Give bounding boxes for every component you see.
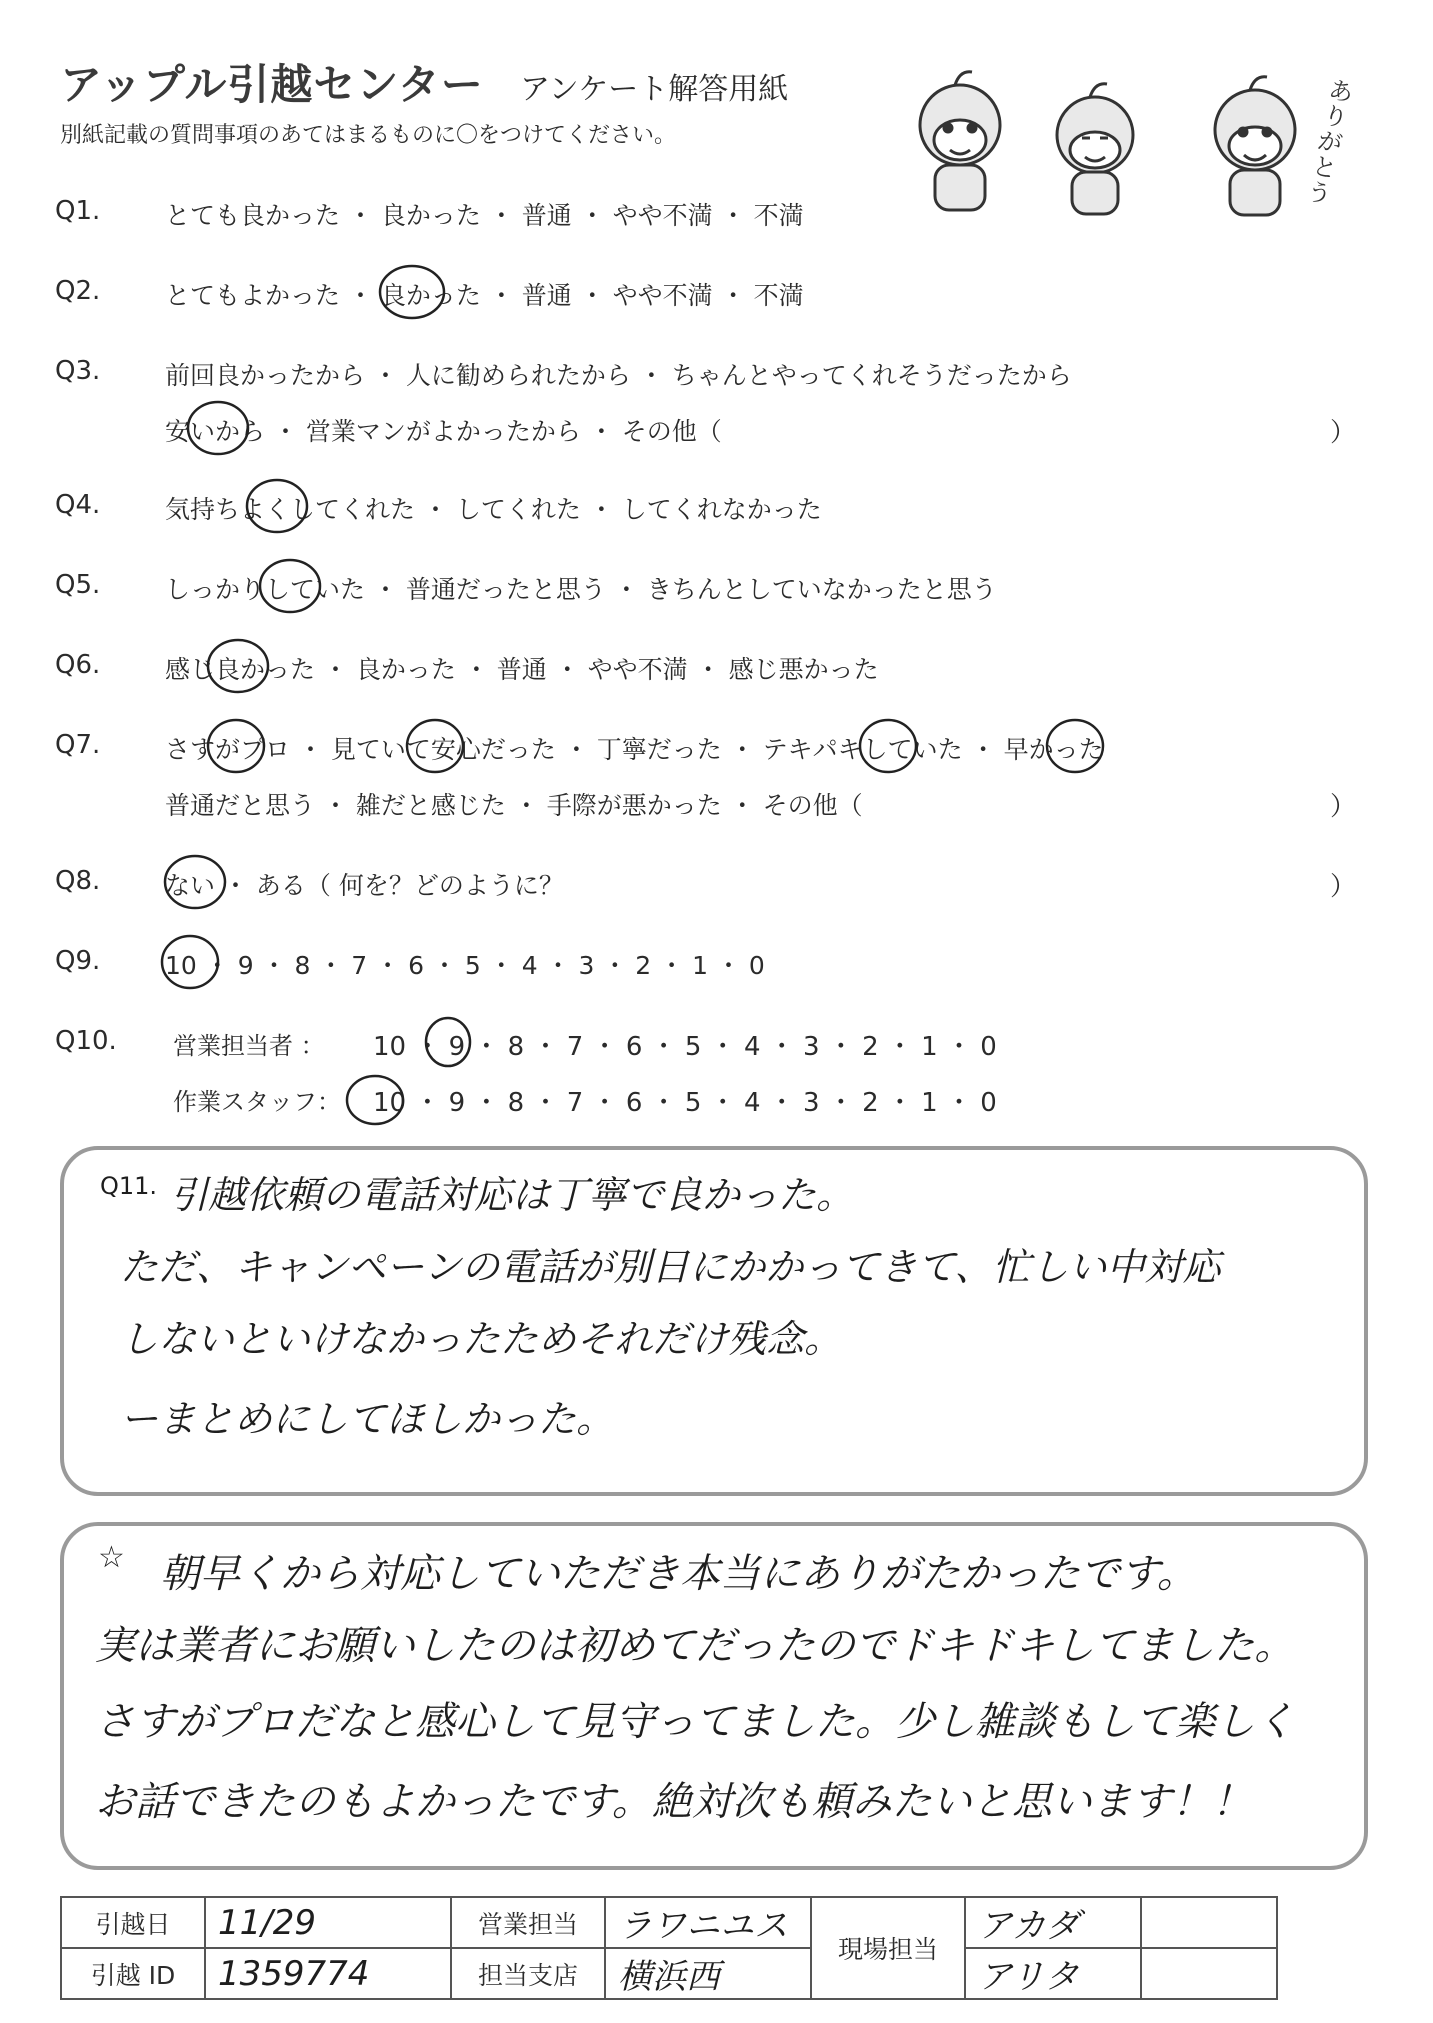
comment-line-4: お話できたのもよかったです。絶対次も頼みたいと思います！！: [95, 1779, 1252, 1825]
move-id-label: 引越 ID: [61, 1948, 205, 1999]
question-q1: [55, 196, 1355, 236]
branch-value: 横浜西: [605, 1948, 811, 1999]
question-q5: [55, 570, 1355, 610]
comment-line-3: さすがプロだなと感心して見守ってました。少し雑談もして楽しく: [95, 1699, 1295, 1745]
q11-line-4: ーまとめにしてほしかった。: [120, 1397, 615, 1441]
question-q10: [55, 1026, 1355, 1126]
question-number: Q7.: [55, 730, 101, 760]
question-number: Q4.: [55, 490, 101, 520]
move-date-label: 引越日: [61, 1897, 205, 1948]
star-icon: ☆: [98, 1540, 125, 1575]
question-number: Q3.: [55, 356, 101, 386]
staff-scale: 10 ・ 9 ・ 8 ・ 7 ・ 6 ・ 5 ・ 4 ・ 3 ・ 2 ・ 1 ・ 0: [373, 1088, 997, 1118]
close-paren: ）: [1330, 872, 1357, 902]
instruction-text: 別紙記載の質問事項のあてはまるものに〇をつけてください。: [60, 123, 677, 148]
form-subtitle: アンケート解答用紙: [520, 72, 789, 107]
comment-line-1: 朝早くから対応していただき本当にありがたかったです。: [160, 1551, 1197, 1597]
question-q2: [55, 276, 1355, 316]
question-options: とてもよかった ・ 良かった ・ 普通 ・ やや不満 ・ 不満: [165, 281, 804, 310]
question-number: Q2.: [55, 276, 101, 306]
question-q7: [55, 730, 1355, 830]
question-q6: [55, 650, 1355, 690]
branch-label: 担当支店: [451, 1948, 605, 1999]
q11-line-3: しないといけなかったためそれだけ残念。: [120, 1317, 843, 1361]
question-options: 感じ良かった ・ 良かった ・ 普通 ・ やや不満 ・ 感じ悪かった: [165, 655, 879, 684]
question-options: しっかりしていた ・ 普通だったと思う ・ きちんとしていなかったと思う: [165, 575, 997, 604]
mascot-caption: ありがとう: [1304, 75, 1356, 210]
monkey-mascot-2: [1057, 84, 1133, 214]
field-rep-value-2: アリタ: [965, 1948, 1141, 1999]
move-id-value: 1359774: [205, 1948, 451, 1999]
score-scale: 10 ・ 9 ・ 8 ・ 7 ・ 6 ・ 5 ・ 4 ・ 3 ・ 2 ・ 1 ・ 0: [165, 951, 765, 980]
question-options: 前回良かったから ・ 人に勧められたから ・ ちゃんとやってくれそうだったから: [165, 361, 1072, 390]
question-q8: [55, 866, 1355, 906]
question-number: Q6.: [55, 650, 101, 680]
q11-line-1: 引越依頼の電話対応は丁寧で良かった。: [170, 1173, 855, 1217]
field-rep-label: 現場担当: [811, 1897, 965, 1999]
question-options-line2: 安いから ・ 営業マンがよかったから ・ その他（: [165, 417, 722, 446]
sales-rep-value: ラワニユス: [605, 1897, 811, 1948]
question-options-line2: 普通だと思う ・ 雑だと感じた ・ 手際が悪かった ・ その他（: [165, 791, 863, 820]
sales-rep-label: 営業担当者 ：: [173, 1032, 325, 1060]
close-paren: ）: [1330, 792, 1357, 822]
monkey-mascot-1: [920, 72, 1000, 210]
question-number: Q5.: [55, 570, 101, 600]
q11-label: Q11.: [100, 1172, 158, 1200]
question-q9: [55, 946, 1355, 986]
question-q4: [55, 490, 1355, 530]
question-number: Q10.: [55, 1026, 117, 1056]
question-q3: [55, 356, 1355, 456]
question-options: とても良かった ・ 良かった ・ 普通 ・ やや不満 ・ 不満: [165, 201, 804, 230]
empty-cell: [1141, 1948, 1277, 1999]
question-number: Q9.: [55, 946, 101, 976]
comment-line-2: 実は業者にお願いしたのは初めてだったのでドキドキしてました。: [95, 1623, 1295, 1669]
question-options: 気持ちよくしてくれた ・ してくれた ・ してくれなかった: [165, 495, 822, 524]
move-date-value: 11/29: [205, 1897, 451, 1948]
field-rep-value-1: アカダ: [965, 1897, 1141, 1948]
question-number: Q8.: [55, 866, 101, 896]
empty-cell: [1141, 1897, 1277, 1948]
q11-line-2: ただ、キャンペーンの電話が別日にかかってきて、忙しい中対応: [120, 1245, 1221, 1289]
brand-title: アップル引越センター: [60, 60, 484, 109]
question-number: Q1.: [55, 196, 101, 226]
staff-label: 作業スタッフ：: [173, 1088, 341, 1116]
footer-info-table: [60, 1896, 1278, 2000]
close-paren: ）: [1330, 418, 1357, 448]
question-options: さすがプロ ・ 見ていて安心だった ・ 丁寧だった ・ テキパキしていた ・ 早かった: [165, 735, 1104, 764]
sales-rep-label: 営業担当: [451, 1897, 605, 1948]
monkey-mascot-3: [1215, 77, 1295, 215]
sales-rep-scale: 10 ・ 9 ・ 8 ・ 7 ・ 6 ・ 5 ・ 4 ・ 3 ・ 2 ・ 1 ・ 0: [373, 1032, 997, 1062]
question-options: ない ・ ある（ 何を？どのように？: [165, 871, 564, 900]
